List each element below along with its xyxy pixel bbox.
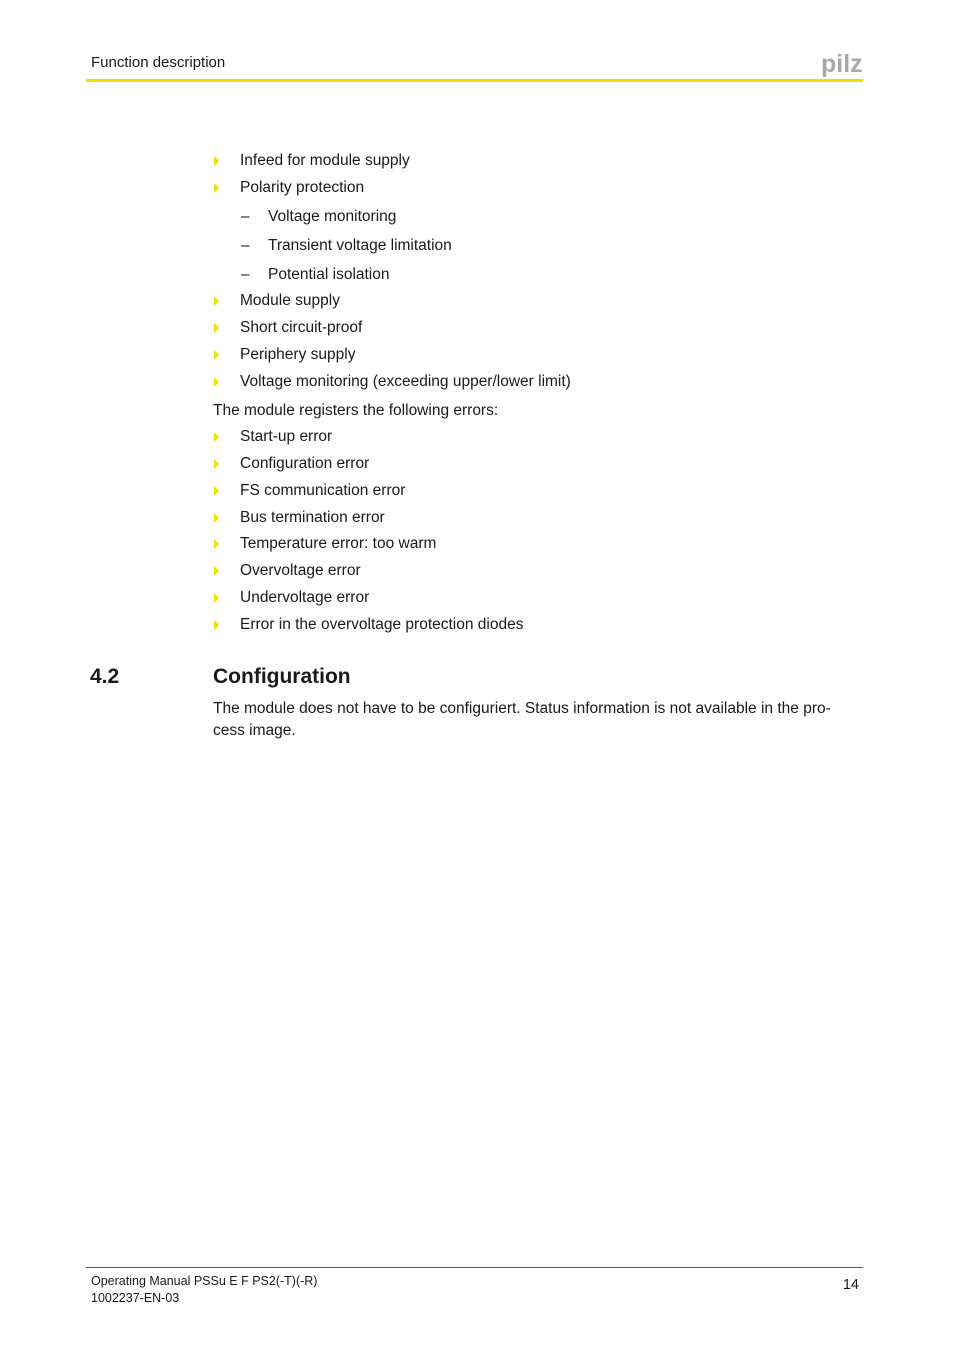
bullet-arrow-icon xyxy=(214,566,219,576)
header-section-title: Function description xyxy=(91,54,226,71)
page-number: 14 xyxy=(842,1277,859,1293)
dash-marker: – xyxy=(241,208,250,225)
footer-info xyxy=(91,1273,317,1307)
bullet-arrow-icon xyxy=(214,350,219,360)
footer-manual-title: Operating Manual PSSu E F PS2(-T)(-R) xyxy=(91,1274,318,1288)
header-rule xyxy=(86,79,863,82)
section-body-line: The module does not have to be configuriert. Status information is not available in the pro- xyxy=(213,700,831,717)
bullet-arrow-icon xyxy=(214,593,219,603)
bullet-arrow-icon xyxy=(214,486,219,496)
bullet-arrow-icon xyxy=(214,156,219,166)
svg-text:pilz: pilz xyxy=(821,50,863,78)
bullet-arrow-icon xyxy=(214,183,219,193)
dash-marker: – xyxy=(241,266,250,283)
bullet-arrow-icon xyxy=(214,513,219,523)
bullet-arrow-icon xyxy=(214,377,219,387)
bullet-arrow-icon xyxy=(214,432,219,442)
bullet-arrow-icon xyxy=(214,296,219,306)
bullet-arrow-icon xyxy=(214,459,219,469)
section-body-line: cess image. xyxy=(213,722,296,739)
pilz-logo xyxy=(820,50,864,78)
errors-intro: The module registers the following errors: xyxy=(213,402,499,419)
bullet-arrow-icon xyxy=(214,323,219,333)
section-number: 4.2 xyxy=(90,665,120,688)
footer-doc-number: 1002237-EN-03 xyxy=(91,1291,180,1305)
bullet-arrow-icon xyxy=(214,620,219,630)
footer-rule xyxy=(86,1267,863,1268)
dash-marker: – xyxy=(241,237,250,254)
bullet-arrow-icon xyxy=(214,539,219,549)
section-title: Configuration xyxy=(213,665,351,688)
